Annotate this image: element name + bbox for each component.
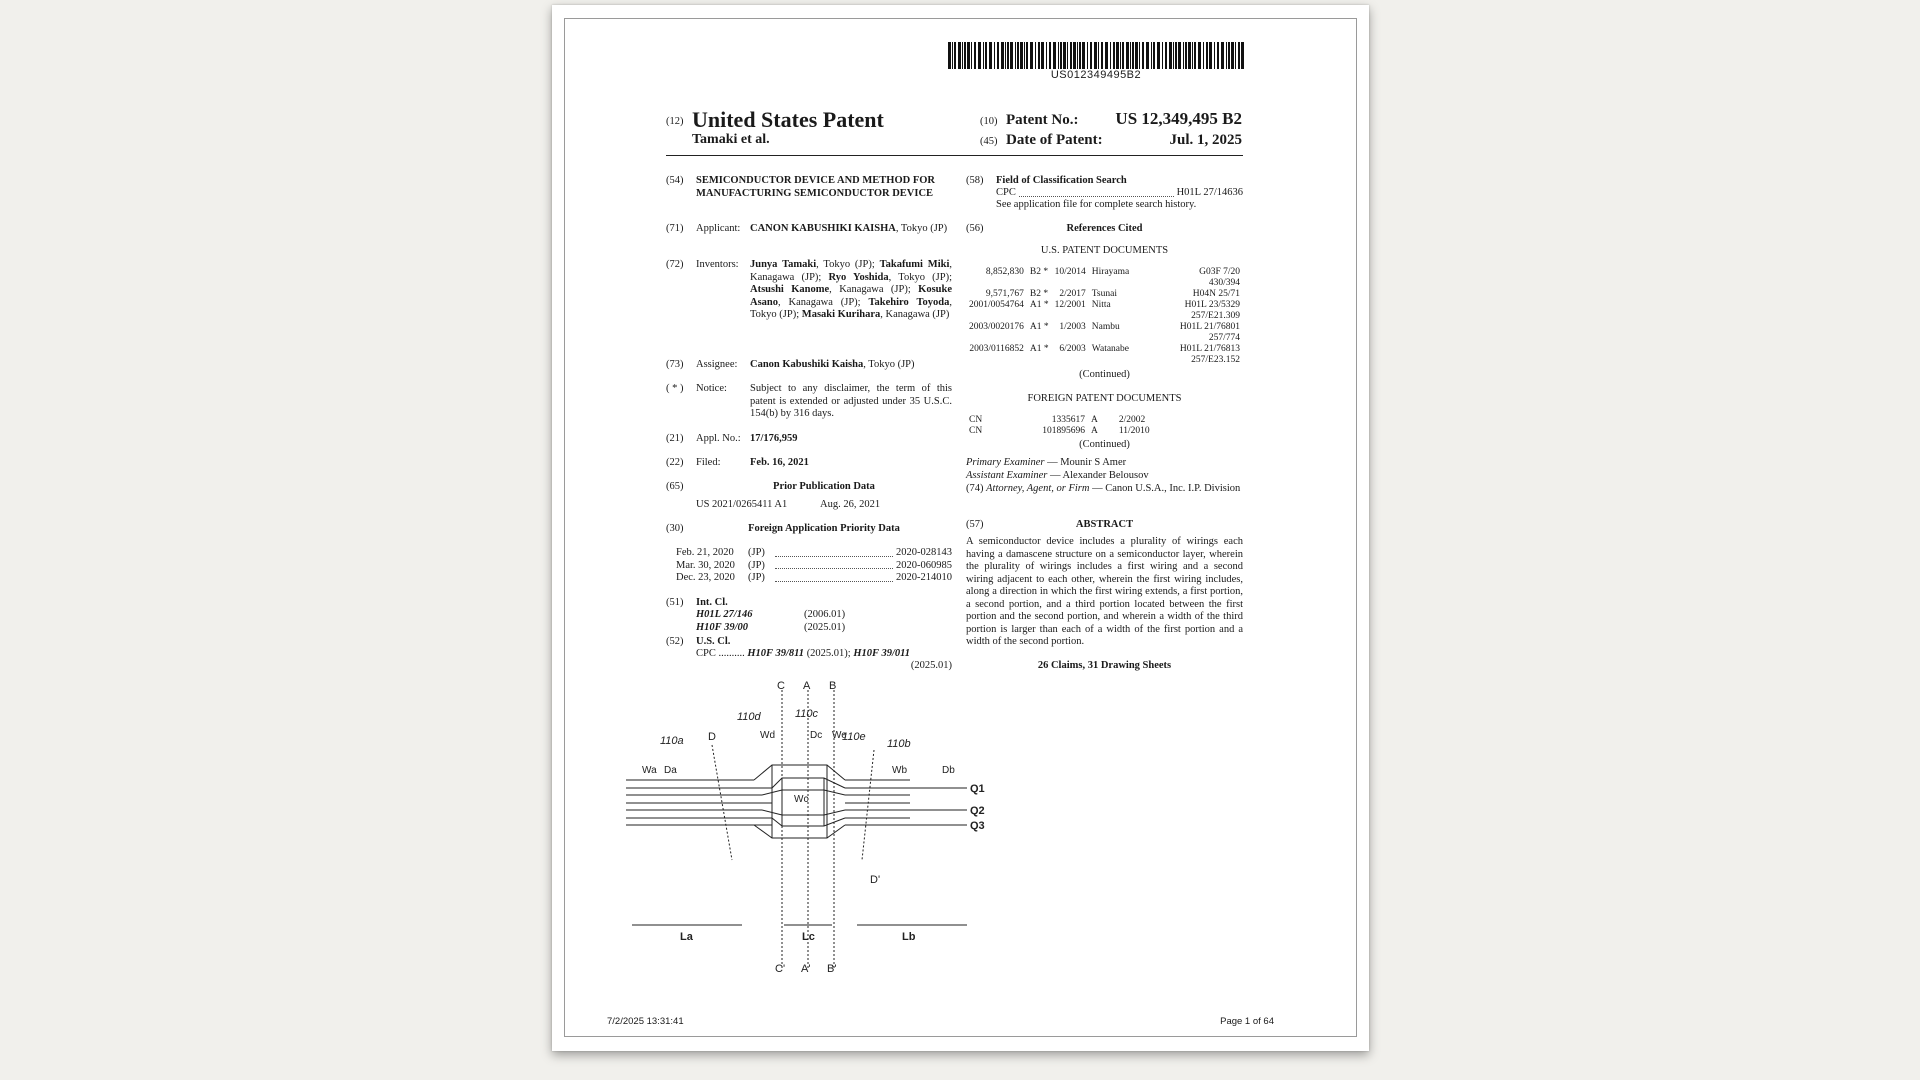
code-12: (12) [666, 116, 684, 127]
label-C-prime: C' [775, 963, 786, 975]
field-cpc-value: H01L 27/14636 [1176, 187, 1243, 198]
barcode-bar [1151, 42, 1152, 69]
barcode-bar [1077, 42, 1078, 69]
print-timestamp: 7/2/2025 13:31:41 [607, 1016, 684, 1027]
barcode-bar [952, 42, 953, 69]
label-Wd: Wd [760, 730, 775, 741]
foreign-docs-heading: FOREIGN PATENT DOCUMENTS [1027, 393, 1182, 404]
notice-text: Subject to any disclaimer, the term of this patent is extended or adjusted under 35 U.S.C. 154(b) by 316 days. [750, 383, 952, 419]
label-Q3: Q3 [970, 820, 985, 832]
barcode-bar [954, 42, 956, 69]
priority-country: (JP) [748, 572, 765, 583]
barcode-bar [1235, 42, 1236, 69]
priority-number: 2020-060985 [896, 559, 952, 571]
barcode-bar [1175, 42, 1177, 69]
inventor-location: , Kanagawa (JP) [880, 309, 950, 320]
barcode-bar [1094, 42, 1097, 69]
us-ref-class: H01L 21/76801 [1179, 322, 1240, 332]
label-Q2: Q2 [970, 805, 985, 817]
barcode-bar [1024, 42, 1025, 69]
abstract-heading: ABSTRACT [1075, 519, 1134, 530]
priority-number: 2020-214010 [896, 572, 952, 583]
attorney [966, 483, 1243, 496]
barcode-bar [964, 42, 966, 69]
prior-pub-number: US 2021/0265411 A1 [696, 499, 788, 510]
label-Db: Db [942, 765, 955, 776]
barcode-bar [1005, 42, 1006, 69]
label-Lb: Lb [902, 931, 916, 943]
us-ref-number: 8,852,830 [985, 267, 1024, 277]
barcode-bar [948, 42, 951, 69]
assignee-label: Assignee: [696, 359, 738, 370]
patent-date: Jul. 1, 2025 [1169, 132, 1242, 148]
inventor-name: Ryo Yoshida [828, 271, 889, 283]
us-ref-class-secondary: 430/394 [1208, 278, 1240, 288]
code-54: (54) [666, 175, 684, 186]
priority-country: (JP) [748, 547, 765, 558]
filed-label: Filed: [696, 457, 721, 468]
us-ref-class: H01L 21/76813 [1179, 344, 1240, 354]
int-cl-row [696, 622, 952, 635]
code-notice: ( * ) [666, 383, 684, 394]
barcode-bar [967, 42, 970, 69]
field-search-note: See application file for complete search history. [996, 199, 1197, 210]
inventor-name: Kosuke Asano [750, 284, 952, 308]
int-cl-version: (2006.01) [804, 609, 846, 620]
us-ref-name: Hirayama [1091, 267, 1130, 277]
barcode-bar [1135, 42, 1138, 69]
label-C: C [777, 680, 785, 692]
inventor-location: , Kanagawa (JP); [750, 259, 952, 283]
inventor-name: Takafumi Miki [879, 259, 950, 270]
barcode-bar [1209, 42, 1212, 69]
barcode-bar [1173, 42, 1174, 69]
header-rule [666, 155, 1243, 156]
barcode-bar [1098, 42, 1099, 69]
attorney-label: Attorney, Agent, or Firm [986, 483, 1090, 494]
us-ref-date: 10/2014 [1054, 267, 1086, 277]
patent-page [552, 5, 1369, 1051]
barcode-bar [1090, 42, 1092, 69]
barcode-bar [1178, 42, 1181, 69]
inventor-name: Takehiro Toyoda [868, 296, 950, 308]
barcode-bar [1132, 42, 1134, 69]
code-73: (73) [666, 359, 684, 370]
barcode-bar [1130, 42, 1131, 69]
barcode-bar [1020, 42, 1023, 69]
code-58: (58) [966, 175, 984, 186]
barcode-bar [1060, 42, 1062, 69]
barcode-bar [1238, 42, 1240, 69]
us-ref-row [966, 344, 1243, 366]
field-cpc-label: CPC [996, 187, 1016, 198]
us-cl-heading: U.S. Cl. [696, 636, 731, 647]
barcode-bar [971, 42, 972, 69]
ref-110b: 110b [887, 738, 911, 750]
barcode-bar [1198, 42, 1201, 69]
patent-no-label: Patent No.: [1006, 112, 1079, 128]
priority-date: Dec. 23, 2020 [676, 572, 735, 583]
us-ref-row [966, 267, 1243, 289]
foreign-ref-country: CN [969, 426, 983, 436]
barcode-bar [1139, 42, 1140, 69]
priority-number: 2020-028143 [896, 547, 952, 558]
barcode-bar [1101, 42, 1103, 69]
label-La: La [680, 931, 693, 943]
primary-examiner [966, 457, 1126, 470]
code-45: (45) [980, 136, 998, 147]
priority-date: Feb. 21, 2020 [676, 547, 734, 558]
us-ref-number: 9,571,767 [985, 289, 1024, 299]
barcode-bar [1214, 42, 1215, 69]
barcode-bar [997, 42, 999, 69]
label-Q1: Q1 [970, 783, 985, 795]
code-22: (22) [666, 457, 684, 468]
code-65: (65) [666, 481, 684, 492]
barcode-bar [1038, 42, 1040, 69]
barcode-bar [1241, 42, 1244, 69]
barcode-bar [985, 42, 987, 69]
assistant-examiner-label: Assistant Examiner [966, 470, 1048, 481]
barcode-bar [1113, 42, 1115, 69]
barcode-bar [1067, 42, 1068, 69]
foreign-priority-heading: Foreign Application Priority Data [748, 523, 900, 534]
barcode-bar [1146, 42, 1149, 69]
barcode-bar [1192, 42, 1193, 69]
applicant-location: , Tokyo (JP) [895, 223, 948, 234]
inventor-name: Atsushi Kanome [750, 284, 830, 295]
barcode-bar [989, 42, 992, 69]
barcode-bar [1231, 42, 1234, 69]
inventor-location: , Kanagawa (JP); [778, 296, 869, 308]
barcode-bar [1116, 42, 1119, 69]
us-ref-row [966, 289, 1243, 300]
barcode-bar [1194, 42, 1196, 69]
applicant-value [750, 223, 952, 236]
us-ref-kind: A1 * [1029, 300, 1049, 310]
inventor-name: Masaki Kurihara [801, 309, 881, 320]
foreign-ref-kind: A [1091, 415, 1098, 425]
inventor-name: Junya Tamaki [750, 259, 817, 270]
barcode-bar [1082, 42, 1085, 69]
barcode-bar [1226, 42, 1227, 69]
assignee-name: Canon Kabushiki Kaisha [750, 359, 864, 370]
label-Dc: Dc [810, 730, 823, 741]
field-search-cpc [996, 187, 1243, 200]
int-cl-version: (2025.01) [804, 621, 846, 633]
ref-110c: 110c [795, 708, 819, 720]
patent-number: US 12,349,495 B2 [1115, 109, 1242, 128]
us-ref-class: H04N 25/71 [1192, 289, 1240, 299]
foreign-ref-number: 101895696 [1042, 426, 1085, 436]
barcode-bar [1185, 42, 1187, 69]
barcode-bar [1053, 42, 1056, 69]
inventors-label: Inventors: [696, 259, 739, 270]
us-ref-name: Nambu [1091, 322, 1120, 332]
filed-date: Feb. 16, 2021 [750, 457, 809, 468]
assistant-examiner [966, 470, 1149, 483]
assignee-value [750, 359, 952, 372]
inventor-short: Tamaki et al. [692, 132, 770, 147]
us-cl-class-b: H10F 39/011 [853, 648, 911, 659]
attorney-name: — Canon U.S.A., Inc. I.P. Division [1089, 483, 1241, 494]
code-72: (72) [666, 259, 684, 270]
barcode-bar [1188, 42, 1191, 69]
ref-110a: 110a [660, 735, 684, 747]
code-52: (52) [666, 636, 684, 647]
barcode-bar [1157, 42, 1160, 69]
barcode-bar [1007, 42, 1009, 69]
barcode-bar [1169, 42, 1172, 69]
code-21: (21) [666, 433, 684, 444]
barcode-bar [978, 42, 981, 69]
barcode-bar [1026, 42, 1028, 69]
barcode-bar [962, 42, 963, 69]
label-D-prime: D' [870, 874, 881, 886]
leader-dots [1019, 187, 1174, 197]
code-10: (10) [980, 116, 998, 127]
us-cl-class-a: H10F 39/811 [747, 648, 805, 659]
inventors-list [750, 259, 952, 322]
barcode-bar [1041, 42, 1044, 69]
barcode-bar [1162, 42, 1163, 69]
foreign-priority-list [676, 547, 952, 585]
us-cl-cpc-label: CPC .......... [696, 648, 745, 659]
barcode-bar [1017, 42, 1019, 69]
priority-country: (JP) [748, 559, 765, 571]
patent-title: United States Patent [692, 107, 884, 132]
us-ref-class: H01L 23/5329 [1184, 300, 1240, 310]
foreign-ref-number: 1335617 [1051, 415, 1085, 425]
label-Wa: Wa [642, 765, 657, 776]
foreign-priority-row [676, 572, 952, 585]
foreign-ref-date: 11/2010 [1118, 426, 1150, 436]
int-cl-list [696, 609, 952, 634]
us-ref-kind: A1 * [1029, 344, 1049, 354]
leader-dots [775, 547, 893, 557]
barcode-bar [1058, 42, 1059, 69]
barcode-bar [974, 42, 976, 69]
foreign-ref-row [966, 415, 1153, 426]
barcode-bar [1079, 42, 1081, 69]
prior-pub-heading: Prior Publication Data [773, 481, 875, 492]
barcode-bar [1228, 42, 1230, 69]
us-ref-number: 2003/0020176 [969, 322, 1024, 332]
primary-examiner-label: Primary Examiner [966, 457, 1045, 468]
barcode-bar [1110, 42, 1111, 69]
abstract-text: A semiconductor device includes a plurality of wirings each having a damascene structure on a semiconductor layer, wherein the plurality of wirings includes a first wiring and a second wiring adjacent to each other, wherein the first wiring includes, along a direction in which the first wiring extends, a first portion, a second portion, and a third portion located between the first portion and the second portion, and wherein a width of the third portion is larger than each of a width of the first portion and a width of the second portion. [966, 536, 1243, 647]
us-ref-class-secondary: 257/E23.152 [1191, 355, 1240, 365]
foreign-ref-country: CN [969, 415, 983, 425]
us-ref-date: 2/2017 [1059, 289, 1086, 299]
us-ref-name: Nitta [1091, 300, 1111, 310]
int-cl-heading: Int. Cl. [696, 597, 728, 608]
label-Wc: Wc [794, 794, 809, 805]
foreign-refs-continued: (Continued) [1079, 439, 1130, 450]
appl-no: 17/176,959 [750, 433, 798, 444]
int-cl-row [696, 609, 952, 622]
assignee-location: , Tokyo (JP) [863, 359, 915, 370]
us-ref-row [966, 322, 1243, 344]
int-cl-class: H10F 39/00 [696, 621, 749, 633]
label-We: We [832, 730, 847, 741]
barcode-bar [1015, 42, 1016, 69]
date-label: Date of Patent: [1006, 132, 1103, 148]
code-51: (51) [666, 597, 684, 608]
barcode-bar [1105, 42, 1108, 69]
barcode-bar [1206, 42, 1208, 69]
label-Da: Da [664, 765, 677, 776]
code-30: (30) [666, 523, 684, 534]
foreign-priority-row [676, 560, 952, 573]
ref-110d: 110d [737, 711, 761, 723]
us-ref-kind: B2 * [1029, 267, 1049, 277]
barcode-bar [994, 42, 995, 69]
barcode-bar [1087, 42, 1088, 69]
us-ref-date: 6/2003 [1059, 344, 1086, 354]
us-ref-class-secondary: 257/774 [1208, 333, 1240, 343]
barcode-bar [1070, 42, 1072, 69]
label-A: A [803, 680, 811, 692]
foreign-ref-date: 2/2002 [1118, 415, 1146, 425]
barcode-bar [1063, 42, 1066, 69]
label-Wb: Wb [892, 765, 907, 776]
us-ref-date: 1/2003 [1059, 322, 1086, 332]
us-refs-continued: (Continued) [1079, 369, 1130, 380]
label-Lc: Lc [802, 931, 815, 943]
appl-no-label: Appl. No.: [696, 433, 741, 444]
us-ref-name: Watanabe [1091, 344, 1129, 354]
page-indicator: Page 1 of 64 [1220, 1016, 1274, 1027]
assistant-examiner-name: — Alexander Belousov [1047, 470, 1149, 481]
barcode-bar [1217, 42, 1219, 69]
barcode-bar [983, 42, 984, 69]
barcode-bar [1122, 42, 1124, 69]
foreign-priority-row [676, 547, 952, 560]
us-ref-number: 2001/0054764 [969, 300, 1024, 310]
us-cl-class-b-version: (2025.01) [910, 660, 952, 671]
us-ref-kind: A1 * [1029, 322, 1049, 332]
foreign-ref-kind: A [1091, 426, 1098, 436]
priority-date: Mar. 30, 2020 [676, 559, 735, 571]
claims-summary: 26 Claims, 31 Drawing Sheets [1037, 660, 1172, 671]
label-B-prime: B' [827, 963, 837, 975]
barcode-bar [1010, 42, 1013, 69]
invention-title: SEMICONDUCTOR DEVICE AND METHOD FOR MANUFACTURING SEMICONDUCTOR DEVICE [696, 175, 935, 199]
barcode-number: US012349495B2 [1050, 69, 1142, 81]
ref-110e: 110e [842, 731, 866, 743]
inventor-location: , Tokyo (JP); [816, 259, 880, 270]
barcode-bar [1046, 42, 1047, 69]
barcode-bar [1126, 42, 1129, 69]
barcode-bar [1030, 42, 1033, 69]
us-ref-number: 2003/0116852 [969, 344, 1024, 354]
applicant-name: CANON KABUSHIKI KAISHA [750, 223, 896, 234]
us-ref-class: G03F 7/20 [1199, 267, 1240, 277]
barcode [948, 42, 1244, 69]
label-B: B [829, 680, 837, 692]
barcode-bar [1120, 42, 1121, 69]
inventor-location: , Tokyo (JP); [750, 296, 952, 320]
barcode-bar [1035, 42, 1036, 69]
barcode-bar [1221, 42, 1224, 69]
barcode-bar [1073, 42, 1076, 69]
foreign-refs-list [966, 415, 1243, 437]
us-ref-kind: B2 * [1029, 289, 1049, 299]
code-71: (71) [666, 223, 684, 234]
code-57: (57) [966, 519, 984, 530]
code-74: (74) [966, 483, 984, 494]
applicant-label: Applicant: [696, 223, 741, 234]
barcode-bar [1183, 42, 1184, 69]
label-D: D [708, 731, 716, 743]
representative-drawing [612, 680, 1312, 980]
primary-examiner-name: — Mounir S Amer [1044, 457, 1127, 468]
us-ref-name: Tsunai [1091, 289, 1117, 299]
leader-dots [775, 572, 893, 582]
us-ref-date: 12/2001 [1054, 300, 1086, 310]
us-ref-class-secondary: 257/E21.309 [1191, 311, 1240, 321]
references-heading: References Cited [1066, 223, 1143, 234]
prior-pub-date: Aug. 26, 2021 [820, 499, 881, 510]
code-56: (56) [966, 223, 984, 234]
barcode-bar [958, 42, 961, 69]
us-ref-row [966, 300, 1243, 322]
int-cl-class: H01L 27/146 [696, 609, 753, 620]
field-search-heading: Field of Classification Search [996, 175, 1127, 186]
foreign-ref-row [966, 426, 1153, 437]
barcode-bar [1049, 42, 1051, 69]
notice-label: Notice: [696, 383, 727, 394]
barcode-bar [1203, 42, 1204, 69]
label-A-prime: A' [801, 963, 811, 975]
barcode-bar [1001, 42, 1004, 69]
us-cl-cpc [696, 648, 952, 661]
barcode-bar [1142, 42, 1144, 69]
us-patent-docs-heading: U.S. PATENT DOCUMENTS [1040, 245, 1169, 256]
leader-dots [775, 560, 893, 570]
us-refs-list [966, 267, 1243, 366]
barcode-bar [1153, 42, 1155, 69]
inventor-location: , Tokyo (JP); [888, 271, 952, 283]
us-cl-class-a-version: (2025.01); [806, 648, 851, 659]
inventor-location: , Kanagawa (JP); [829, 284, 919, 295]
barcode-bar [1165, 42, 1167, 69]
